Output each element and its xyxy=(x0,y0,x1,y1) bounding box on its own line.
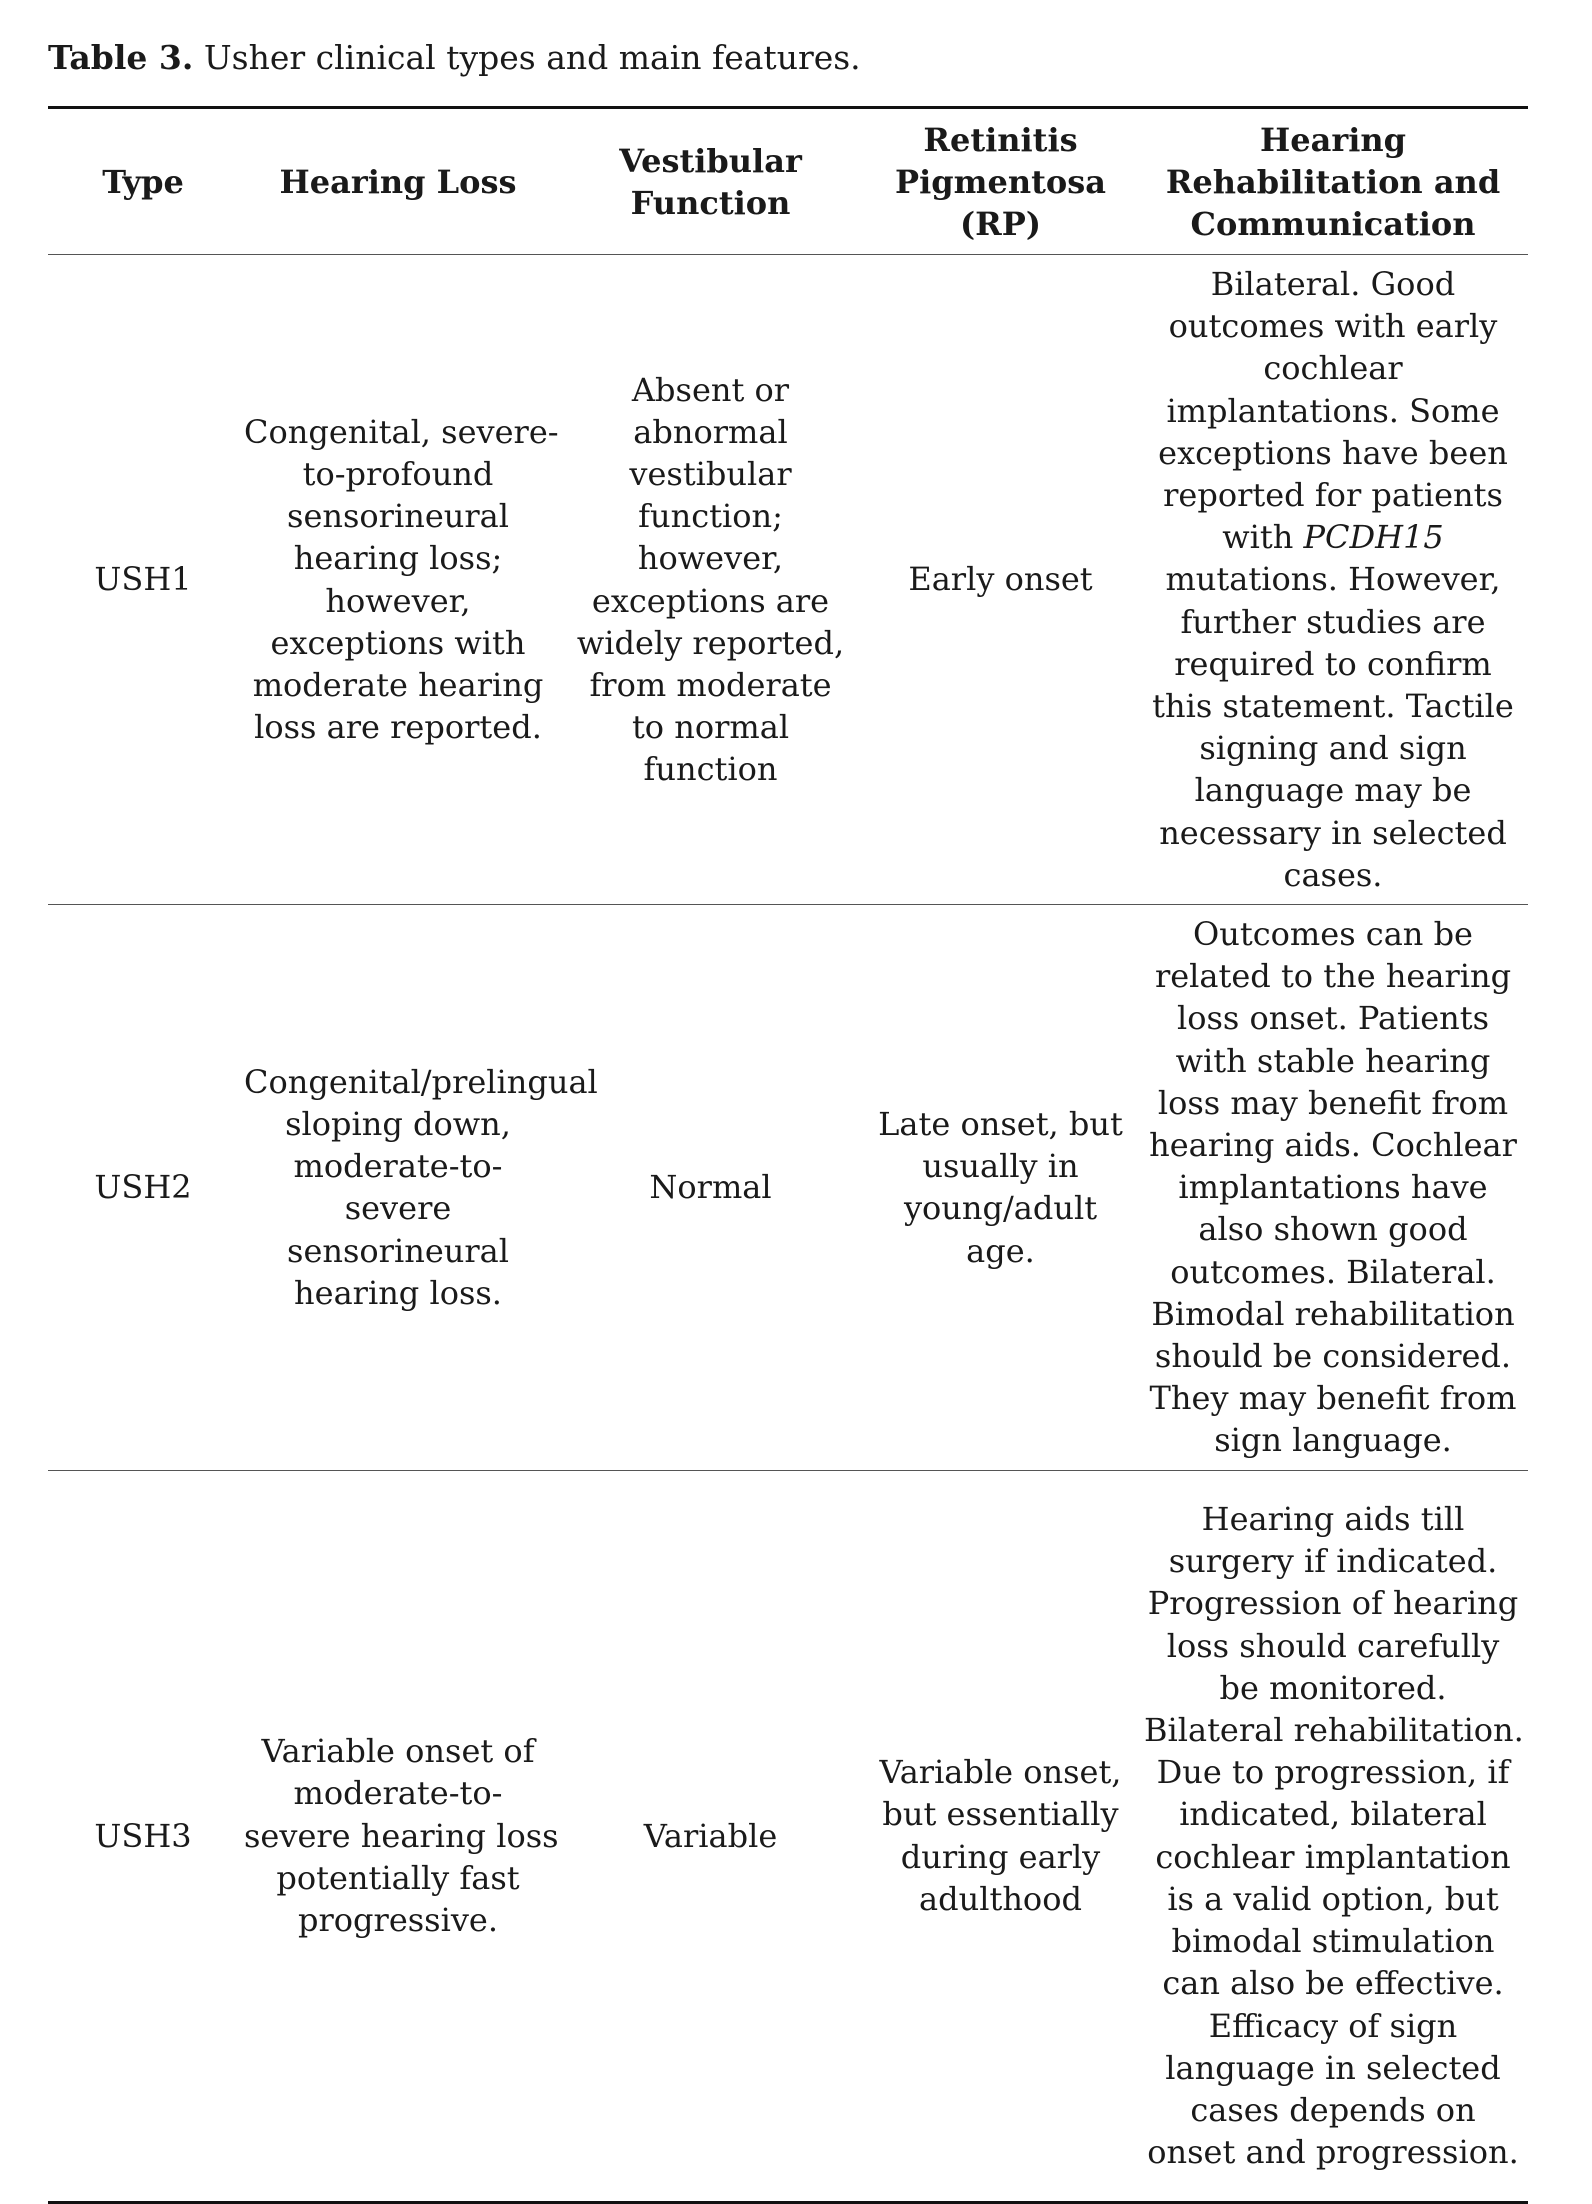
text-line: reported for patients xyxy=(1163,476,1503,515)
table-row-ush2 xyxy=(48,905,1528,1471)
cell-hearing-rehabilitation xyxy=(1138,1470,1528,2202)
text-line: moderate-to- xyxy=(293,1147,503,1186)
gene-name-pcdh15: PCDH15 xyxy=(1303,518,1444,557)
text-line: loss are reported. xyxy=(254,708,542,747)
cell-hearing-rehabilitation xyxy=(1138,905,1528,1471)
table-caption-label: Table 3. xyxy=(48,38,194,77)
text-line: cases depends on xyxy=(1190,2090,1476,2129)
text-line: is a valid option, but xyxy=(1167,1879,1499,1918)
text-line: hearing loss. xyxy=(294,1273,502,1312)
cell-hearing-loss xyxy=(238,905,598,1471)
text-line: Normal xyxy=(649,1168,772,1207)
text-line: implantations. Some xyxy=(1166,391,1500,430)
text-line: from moderate xyxy=(589,665,832,704)
text-line: Late onset, but xyxy=(878,1104,1123,1143)
text-line: related to the hearing xyxy=(1154,957,1512,996)
text-line: Retinitis xyxy=(923,120,1078,159)
table-caption-text: Usher clinical types and main features. xyxy=(203,38,861,77)
text-line: however, xyxy=(637,539,784,578)
text-line: surgery if indicated. xyxy=(1168,1542,1498,1581)
text-line: but essentially xyxy=(882,1795,1119,1834)
table-header xyxy=(48,108,1528,255)
text-line: this statement. Tactile xyxy=(1152,687,1514,726)
table-row-ush1 xyxy=(48,255,1528,905)
text-line: Progression of hearing xyxy=(1147,1584,1519,1623)
usher-types-table xyxy=(48,106,1528,2204)
header-hearing-rehabilitation xyxy=(1138,108,1528,255)
cell-hearing-rehabilitation xyxy=(1138,255,1528,905)
text-line: loss should carefully xyxy=(1166,1626,1500,1665)
cell-type: USH2 xyxy=(94,1168,192,1207)
table-caption xyxy=(48,36,1528,80)
text-line: exceptions with xyxy=(270,623,526,662)
rehab-text-after xyxy=(1144,558,1522,896)
text-line: Efficacy of sign xyxy=(1208,2006,1458,2045)
text-line: onset and progression. xyxy=(1147,2133,1519,2172)
text-line: with stable hearing xyxy=(1175,1041,1491,1080)
text-line: exceptions are xyxy=(591,581,830,620)
text-line: signing and sign xyxy=(1199,729,1467,768)
text-line: sign language. xyxy=(1214,1421,1452,1460)
text-line: Absent or xyxy=(631,370,790,409)
cell-hearing-loss xyxy=(238,255,558,905)
text-line: sensorineural xyxy=(287,1231,509,1270)
cell-retinitis-pigmentosa xyxy=(863,1470,1138,2202)
rehab-text-before xyxy=(1144,263,1522,516)
text-line: loss onset. Patients xyxy=(1176,999,1490,1038)
text-line: cases. xyxy=(1283,855,1383,894)
cell-vestibular-function xyxy=(558,905,863,1471)
table-row-ush3 xyxy=(48,1470,1528,2202)
text-line: Due to progression, if xyxy=(1156,1753,1510,1792)
text-line: hearing aids. Cochlear xyxy=(1149,1126,1517,1165)
cell-type: USH1 xyxy=(94,560,192,599)
cell-retinitis-pigmentosa xyxy=(863,255,1138,905)
text-line: cochlear implantation xyxy=(1155,1837,1511,1876)
text-line: (RP) xyxy=(960,204,1041,243)
text-line: hearing loss; xyxy=(293,539,503,578)
text-line: also shown good xyxy=(1198,1210,1468,1249)
text-line: Rehabilitation and xyxy=(1165,162,1501,201)
text-line: Function xyxy=(630,183,791,222)
text-line: They may benefit from xyxy=(1149,1379,1517,1418)
text-line: Early onset xyxy=(908,560,1093,599)
text-line: Variable onset, xyxy=(879,1753,1122,1792)
text-line: language may be xyxy=(1194,771,1472,810)
text-line: Congenital, severe- xyxy=(244,412,559,451)
text-line: Variable xyxy=(643,1816,778,1855)
text-line: further studies are xyxy=(1180,602,1486,641)
header-retinitis-pigmentosa xyxy=(863,108,1138,255)
text-line: young/adult xyxy=(903,1189,1098,1228)
text-line: Hearing xyxy=(1260,120,1406,159)
text-line: language in selected xyxy=(1165,2048,1501,2087)
text-line: severe xyxy=(344,1189,452,1228)
text-line: widely reported, xyxy=(576,623,845,662)
text-line: implantations have xyxy=(1178,1168,1488,1207)
text-line: sensorineural xyxy=(287,497,509,536)
text-line: progressive. xyxy=(297,1900,499,1939)
text-line: however, xyxy=(325,581,471,620)
text-line: vestibular xyxy=(629,454,792,493)
text-line: exceptions have been xyxy=(1158,433,1508,472)
text-line: bimodal stimulation xyxy=(1171,1922,1495,1961)
text-line: Hearing Loss xyxy=(279,162,517,201)
text-line: to normal xyxy=(631,708,790,747)
text-line: Variable onset of xyxy=(261,1732,535,1771)
cell-vestibular-function xyxy=(558,255,863,905)
rehab-gene-prefix: with xyxy=(1222,518,1304,557)
cell-vestibular-function xyxy=(558,1470,863,2202)
text-line: adulthood xyxy=(919,1879,1082,1918)
text-line: Bilateral rehabilitation. xyxy=(1144,1711,1524,1750)
text-line: Hearing aids till xyxy=(1201,1500,1465,1539)
cell-hearing-loss xyxy=(238,1470,558,2202)
text-line: cochlear xyxy=(1263,349,1403,388)
text-line: during early xyxy=(900,1837,1101,1876)
table-body xyxy=(48,255,1528,2203)
text-line: Vestibular xyxy=(619,141,802,180)
header-row xyxy=(48,108,1528,255)
text-line: Bimodal rehabilitation xyxy=(1151,1294,1515,1333)
text-line: mutations. However, xyxy=(1165,560,1501,599)
text-line: to-profound xyxy=(302,454,494,493)
header-hearing-loss xyxy=(238,108,558,255)
text-line: be monitored. xyxy=(1219,1668,1447,1707)
text-line: severe hearing loss xyxy=(244,1816,559,1855)
text-line: Pigmentosa xyxy=(895,162,1106,201)
cell-type: USH3 xyxy=(94,1816,192,1855)
text-line: Congenital/prelingual xyxy=(244,1062,598,1101)
text-line: Outcomes can be xyxy=(1193,915,1473,954)
text-line: necessary in selected xyxy=(1159,813,1507,852)
header-type xyxy=(48,108,238,255)
text-line: should be considered. xyxy=(1154,1337,1512,1376)
text-line: can also be effective. xyxy=(1162,1964,1504,2003)
cell-retinitis-pigmentosa xyxy=(863,905,1138,1471)
text-line: moderate hearing xyxy=(252,665,544,704)
table-container xyxy=(48,36,1528,2172)
rehab-gene-line xyxy=(1144,516,1522,558)
text-line: function xyxy=(643,750,778,789)
header-vestibular-function xyxy=(558,108,863,255)
text-line: potentially fast xyxy=(276,1858,520,1897)
text-line: age. xyxy=(966,1231,1035,1270)
text-line: usually in xyxy=(922,1147,1079,1186)
text-line: Bilateral. Good xyxy=(1210,265,1456,303)
text-line: outcomes with early xyxy=(1168,307,1498,346)
text-line: indicated, bilateral xyxy=(1179,1795,1487,1834)
text-line: function; xyxy=(638,497,783,536)
text-line: required to confirm xyxy=(1174,644,1492,683)
text-line: sloping down, xyxy=(285,1104,511,1143)
text-line: moderate-to- xyxy=(293,1774,503,1813)
text-line: outcomes. Bilateral. xyxy=(1170,1252,1496,1291)
text-line: abnormal xyxy=(633,412,788,451)
text-line: Type xyxy=(102,162,184,201)
text-line: loss may benefit from xyxy=(1157,1083,1509,1122)
text-line: Communication xyxy=(1190,204,1476,243)
